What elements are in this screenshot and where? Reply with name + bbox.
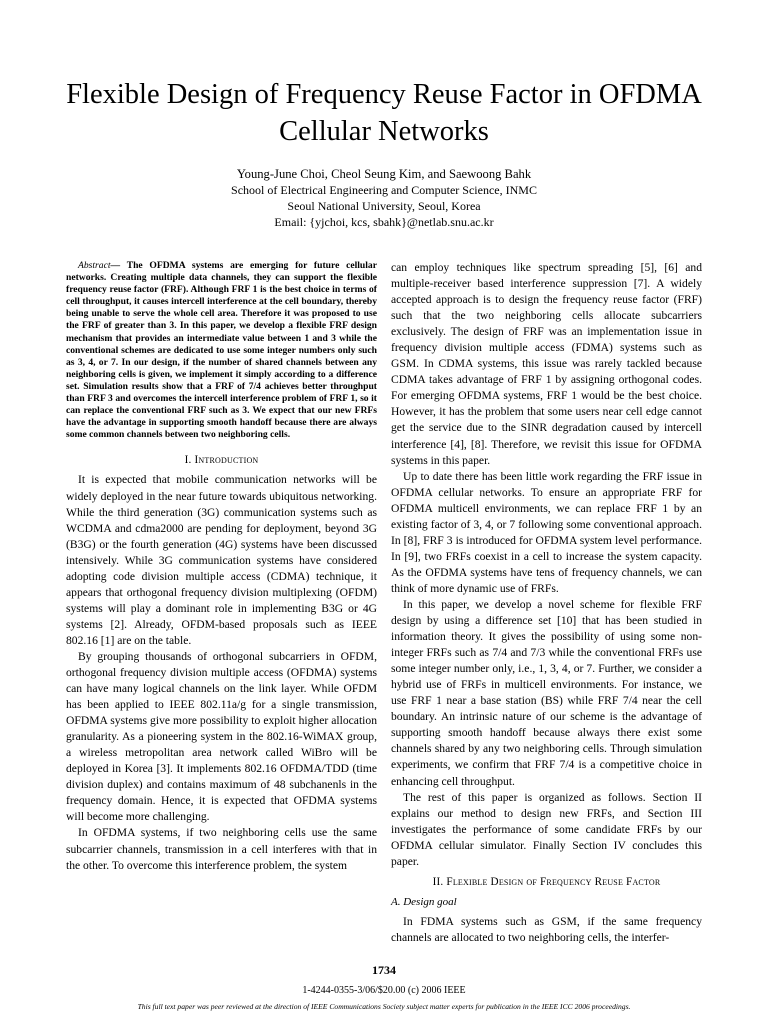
- copyright-line: 1-4244-0355-3/06/$20.00 (c) 2006 IEEE: [302, 985, 466, 996]
- paragraph: It is expected that mobile communication networks will be widely deployed in the near future towards ubiquitous networking. While the third generation (3G) communication systems such as WCDMA and cdma2000 are pending for deployment, beyond 3G (B3G) or the fourth generation (4G) systems have been discussed intensively. While 3G communication systems have considered adopting code division multiple access (CDMA) technique, it appears that orthogonal frequency division multiplexing (OFDM) systems will play a dominant role in implementing B3G or 4G systems [2]. Already, OFDM-based proposals such as IEEE 802.16 [1] are on the table.: [66, 473, 377, 647]
- right-column: [391, 260, 702, 946]
- subsection-heading: A. Design goal: [391, 895, 457, 908]
- page-number: 1734: [372, 963, 396, 977]
- author-email: Email: {yjchoi, kcs, sbahk}@netlab.snu.ac.kr: [274, 215, 494, 229]
- affiliation-line: School of Electrical Engineering and Computer Science, INMC: [231, 183, 537, 197]
- author-list: Young-June Choi, Cheol Seung Kim, and Saewoong Bahk: [236, 167, 532, 181]
- abstract-label: Abstract: [78, 260, 111, 271]
- paragraph: The rest of this paper is organized as follows. Section II explains our method to design new FRFs, and Section III investigates the performance of some candidate FRFs by our OFDMA cellular simulator. Finally Section IV concludes this paper.: [391, 790, 702, 868]
- paragraph: Up to date there has been little work regarding the FRF issue in OFDMA cellular networks. To ensure an appropriate FRF for OFDMA multicell environments, we can replace FRF 1 by an existing factor of 3, 4, or 7 following some conventional approach. In [8], FRF 3 is introduced for OFDMA system level performance. In [9], two FRFs coexist in a cell to increase the system capacity. As the OFDMA systems have tens of frequency channels, we can think of more dynamic use of FRFs.: [391, 469, 702, 595]
- section-heading: I. Introduction: [184, 454, 259, 467]
- section-heading: II. Flexible Design of Frequency Reuse Factor: [432, 875, 661, 888]
- review-note: This full text paper was peer reviewed at the direction of IEEE Communications Society subject matter experts for publication in the IEEE ICC 2006 proceedings.: [137, 1002, 631, 1011]
- affiliation-line: Seoul National University, Seoul, Korea: [287, 199, 481, 213]
- paragraph: In FDMA systems such as GSM, if the same frequency channels are allocated to two neighboring cells, the interfer-: [391, 914, 702, 944]
- left-column: [66, 260, 377, 874]
- abstract-text: — The OFDMA systems are emerging for future cellular networks. Creating multiple data channels, they can support the flexible frequency reuse factor (FRF). Although FRF 1 is the best choice in terms of cell throughput, it causes intercell interference at the cell boundary, thereby being unable to serve the whole cell area. Therefore it was proposed to use the FRF of greater than 3. In this paper, we develop a flexible FRF design mechanism that provides an intermediate value between 1 and 3 while the conventional schemes are dedicated to use some integer numbers only such as 3, 4, or 7. In our design, if the number of shared channels between any neighboring cells is given, we implement it simply according to a difference set. Simulation results show that a FRF of 7/4 achieves better throughput than FRF 3 and overcomes the intercell interference problem of FRF 1, so it can replace the conventional FRF such as 3. We expect that our new FRFs have the advantage in supporting smooth handoff because there are always some common channels between two neighboring cells.: [66, 260, 377, 441]
- paragraph: can employ techniques like spectrum spreading [5], [6] and multiple-receiver based interference suppression [7]. A widely accepted approach is to design the frequency reuse factor (FRF) such that the two neighboring cells allocate subcarriers exclusively. The design of FRF was an implementation issue in frequency division multiple access (FDMA) systems such as GSM. In CDMA systems, this issue was rarely tackled because CDMA takes advantage of FRF 1 by assigning orthogonal codes. For emerging OFDMA systems, FRF 1 would be the best choice. However, it has the problem that some users near cell edge cannot get the service due to the SINR degradation caused by intercell interference [4], [8]. Therefore, we revisit this issue for OFDMA systems in this paper.: [391, 261, 702, 467]
- abstract: [66, 260, 377, 441]
- paper-title: Flexible Design of Frequency Reuse Factor in OFDMA Cellular Networks: [66, 79, 702, 147]
- paragraph: By grouping thousands of orthogonal subcarriers in OFDM, orthogonal frequency division multiple access (OFDMA) systems can have many logical channels on the link layer. While OFDM has been applied to IEEE 802.11a/g for a single transmission, OFDMA systems give more possibility to exploit higher allocation granularity. As a pioneering system in the 802.16-WiMAX group, a wireless metropolitan area network called WiBro will be deployed in Korea [3]. It implements 802.16 OFDMA/TDD (time division duplex) and contains maximum of 48 subchanenls in the frequency domain. Hence, it is expected that OFDMA systems will become more challenging.: [66, 649, 377, 824]
- paragraph: In this paper, we develop a novel scheme for flexible FRF design by using a difference set [10] that has been studied in information theory. It gives the possibility of using some non-integer FRFs such as 7/4 and 7/3 while the conventional FRFs use some integer number only, i.e., 1, 3, 4, or 7. Further, we consider a hybrid use of FRFs in multicell environments. For instance, we use FRF 1 near a base station (BS) while FRF 7/4 near the cell boundary. An intrinsic nature of our scheme is the advantage of supporting smooth handoff because always there exist some channels shared by any two neighboring cells. Through simulation experiments, we confirm that FRF 7/4 is a competitive choice in enhancing cell throughput.: [391, 597, 702, 788]
- paragraph: In OFDMA systems, if two neighboring cells use the same subcarrier channels, transmission in a cell interferes with that in the other. To overcome this interference problem, the system: [66, 826, 377, 872]
